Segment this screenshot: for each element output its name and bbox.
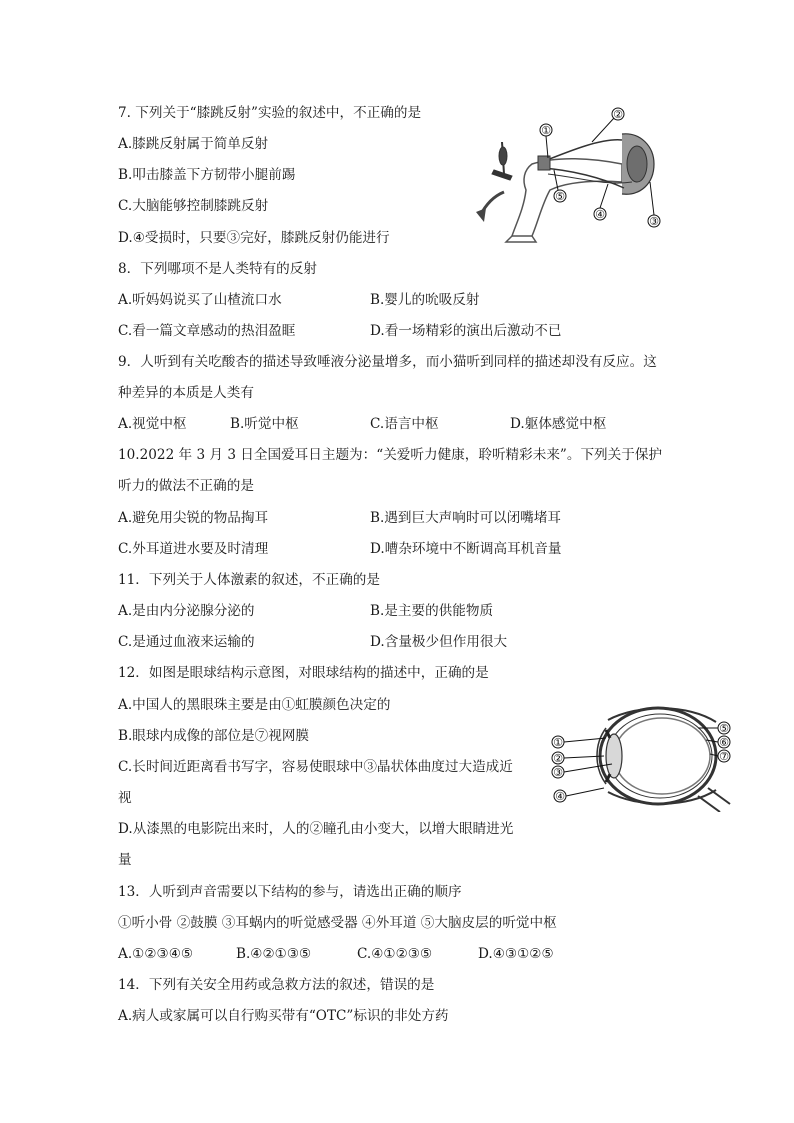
q13-option-a: A.①②③④⑤	[118, 946, 194, 962]
fig7-label-3: ③	[649, 215, 659, 228]
q11-option-a: A.是由内分泌腺分泌的	[118, 603, 255, 619]
knee-reflex-figure	[472, 104, 672, 246]
q13-option-b: B.④②①③⑤	[236, 946, 312, 962]
q10-option-d: D.嘈杂环境中不断调高耳机音量	[370, 541, 562, 557]
q12-option-d-line1: D.从漆黑的电影院出来时，人的②瞳孔由小变大，以增大眼睛进光	[118, 821, 514, 837]
q9-option-a: A.视觉中枢	[118, 416, 187, 432]
q13-option-d: D.④③①②⑤	[478, 946, 554, 962]
q12-stem: 12．如图是眼球结构示意图，对眼球结构的描述中，正确的是	[118, 665, 489, 681]
q9-stem-line2: 种差异的本质是人类有	[118, 385, 254, 401]
fig7-label-5: ⑤	[555, 190, 565, 203]
fig12-label-3: ③	[553, 766, 563, 779]
q7-option-c: C.大脑能够控制膝跳反射	[118, 198, 269, 214]
q11-option-d: D.含量极少但作用很大	[370, 634, 508, 650]
q11-stem: 11．下列关于人体激素的叙述，不正确的是	[118, 572, 380, 588]
q14-option-a: A.病人或家属可以自行购买带有“OTC”标识的非处方药	[118, 1008, 449, 1024]
fig12-label-2: ②	[553, 752, 563, 765]
q8-stem: 8．下列哪项不是人类特有的反射	[118, 261, 317, 277]
fig12-label-4: ④	[555, 790, 565, 803]
reflex-hammer-icon	[492, 142, 512, 180]
q9-option-d: D.躯体感觉中枢	[510, 416, 607, 432]
q10-option-b: B.遇到巨大声响时可以闭嘴堵耳	[370, 510, 562, 526]
eyeball-figure	[548, 700, 738, 812]
fig12-label-6: ⑥	[719, 736, 729, 749]
q9-stem-line1: 9．人听到有关吃酸杏的描述导致唾液分泌量增多，而小猫听到同样的描述却没有反应。这	[118, 354, 657, 370]
q10-option-a: A.避免用尖锐的物品掏耳	[118, 510, 269, 526]
q8-option-d: D.看一场精彩的演出后激动不已	[370, 323, 562, 339]
q12-option-d-line2: 量	[118, 852, 132, 868]
fig7-label-1: ①	[541, 124, 551, 137]
q10-option-c: C.外耳道进水要及时清理	[118, 541, 269, 557]
fig7-label-4: ④	[595, 208, 605, 221]
q11-option-b: B.是主要的供能物质	[370, 603, 494, 619]
q13-option-c: C.④①②③⑤	[357, 946, 433, 962]
q7-stem: 7. 下列关于“膝跳反射”实验的叙述中，不正确的是	[118, 105, 422, 121]
fig12-label-7: ⑦	[719, 750, 729, 763]
q12-option-c-line2: 视	[118, 790, 132, 806]
fig7-label-2: ②	[613, 108, 623, 121]
q9-option-c: C.语言中枢	[370, 416, 439, 432]
q12-option-a: A.中国人的黑眼珠主要是由①虹膜颜色决定的	[118, 697, 391, 713]
q13-stem: 13．人听到声音需要以下结构的参与，请选出正确的顺序	[118, 884, 462, 900]
q14-stem: 14．下列有关安全用药或急救方法的叙述，错误的是	[118, 977, 435, 993]
q7-option-a: A.膝跳反射属于简单反射	[118, 136, 269, 152]
q8-option-c: C.看一篇文章感动的热泪盈眶	[118, 323, 296, 339]
q13-items: ①听小骨 ②鼓膜 ③耳蜗内的听觉感受器 ④外耳道 ⑤大脑皮层的听觉中枢	[118, 915, 557, 931]
q8-option-b: B.婴儿的吮吸反射	[370, 292, 480, 308]
q12-option-c-line1: C.长时间近距离看书写字，容易使眼球中③晶状体曲度过大造成近	[118, 759, 513, 775]
q7-option-d: D.④受损时，只要③完好，膝跳反射仍能进行	[118, 230, 390, 246]
fig12-label-1: ①	[553, 736, 563, 749]
q10-stem-line1: 10.2022 年 3 月 3 日全国爱耳日主题为：“关爱听力健康，聆听精彩未来”。下列关于保护	[118, 447, 663, 463]
fig12-label-5: ⑤	[719, 722, 729, 735]
q12-option-b: B.眼球内成像的部位是⑦视网膜	[118, 728, 310, 744]
q10-stem-line2: 听力的做法不正确的是	[118, 478, 254, 494]
q7-option-b: B.叩击膝盖下方韧带小腿前踢	[118, 167, 296, 183]
q8-option-a: A.听妈妈说买了山楂流口水	[118, 292, 282, 308]
q9-option-b: B.听觉中枢	[230, 416, 299, 432]
q11-option-c: C.是通过血液来运输的	[118, 634, 255, 650]
